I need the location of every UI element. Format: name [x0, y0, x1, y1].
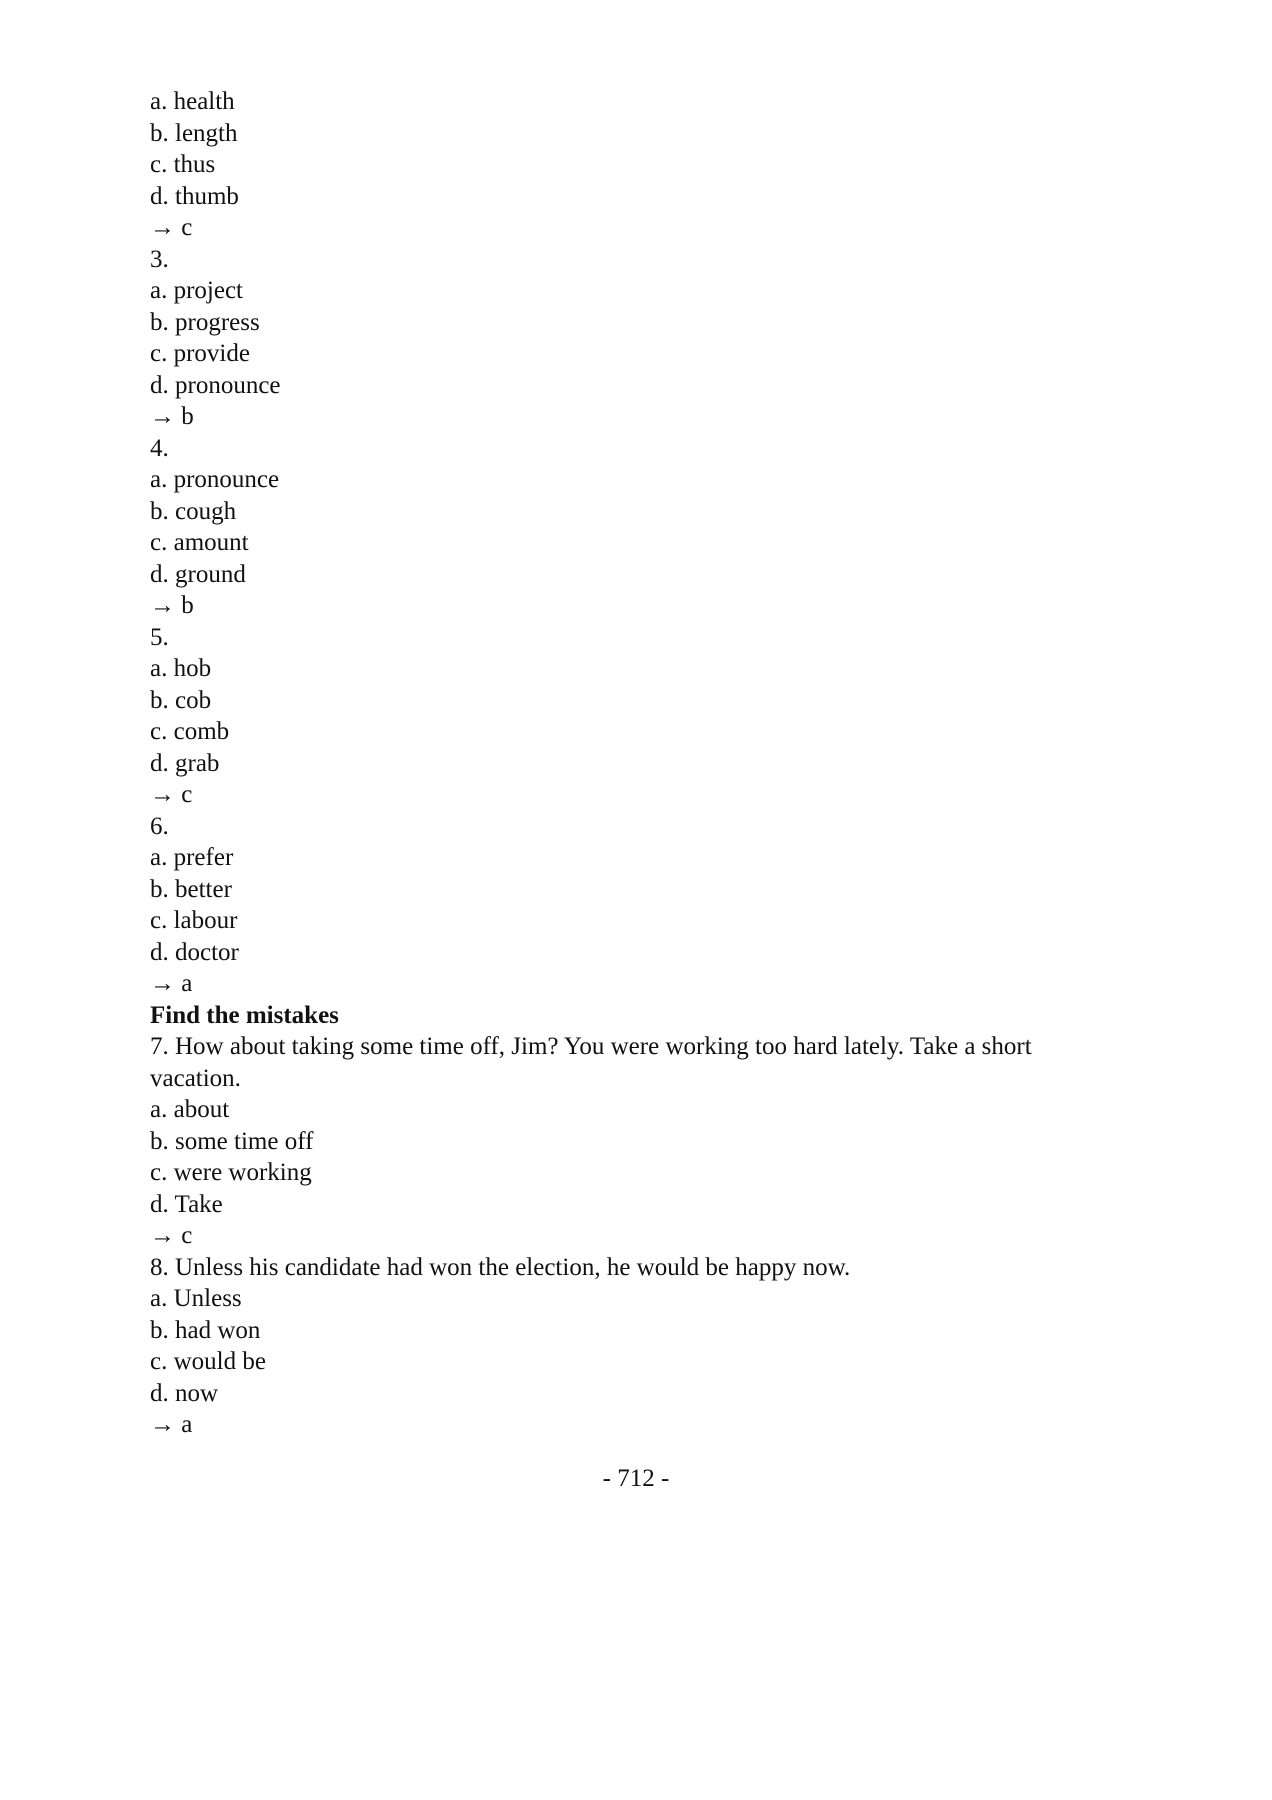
answer: → b — [150, 403, 194, 430]
option-a: a. prefer — [150, 844, 234, 871]
option-c: c. were working — [150, 1159, 312, 1186]
page-number: - 712 - — [602, 1465, 670, 1492]
option-d: d. ground — [150, 560, 246, 588]
option-b: b. cob — [150, 686, 212, 714]
answer: → a — [150, 1411, 193, 1438]
option-d: d. Take — [150, 1190, 223, 1218]
question-number: 6. — [150, 812, 169, 840]
question-7-block — [150, 1031, 1110, 1252]
option-b: b. better — [150, 875, 232, 903]
option-a: a. hob — [150, 655, 212, 682]
option-a: a. health — [150, 88, 235, 115]
option-c: c. thus — [150, 151, 216, 178]
option-d: d. grab — [150, 749, 220, 777]
option-a: a. Unless — [150, 1285, 242, 1312]
question-4-block — [150, 433, 1110, 622]
option-d: d. thumb — [150, 182, 239, 210]
option-a: a. project — [150, 277, 244, 304]
question-5-block — [150, 622, 1110, 811]
answer: → c — [150, 1222, 193, 1249]
option-c: c. amount — [150, 529, 249, 556]
question-text: 8. Unless his candidate had won the election, he would be happy now. — [150, 1253, 851, 1281]
question-number: 4. — [150, 434, 169, 462]
option-b: b. cough — [150, 497, 237, 525]
answer: → b — [150, 592, 194, 619]
option-c: c. provide — [150, 340, 250, 367]
answer: → c — [150, 214, 193, 241]
page-content — [150, 86, 1110, 1441]
option-d: d. doctor — [150, 938, 239, 966]
question-2-block — [150, 86, 1110, 244]
answer: → a — [150, 970, 193, 997]
question-text: 7. How about taking some time off, Jim? You were working too hard lately. Take a short vacation. — [150, 1033, 1032, 1092]
question-6-block — [150, 811, 1110, 1000]
question-number: 3. — [150, 245, 169, 273]
option-b: b. progress — [150, 308, 260, 336]
option-b: b. length — [150, 119, 238, 147]
question-3-block — [150, 244, 1110, 433]
option-b: b. had won — [150, 1316, 261, 1344]
option-a: a. pronounce — [150, 466, 280, 493]
option-c: c. would be — [150, 1348, 266, 1375]
option-a: a. about — [150, 1096, 230, 1123]
question-8-block — [150, 1252, 1110, 1441]
option-d: d. now — [150, 1379, 219, 1407]
question-number: 5. — [150, 623, 169, 651]
section-heading: Find the mistakes — [150, 1001, 339, 1029]
option-b: b. some time off — [150, 1127, 314, 1155]
option-d: d. pronounce — [150, 371, 281, 399]
option-c: c. labour — [150, 907, 238, 934]
answer: → c — [150, 781, 193, 808]
option-c: c. comb — [150, 718, 230, 745]
